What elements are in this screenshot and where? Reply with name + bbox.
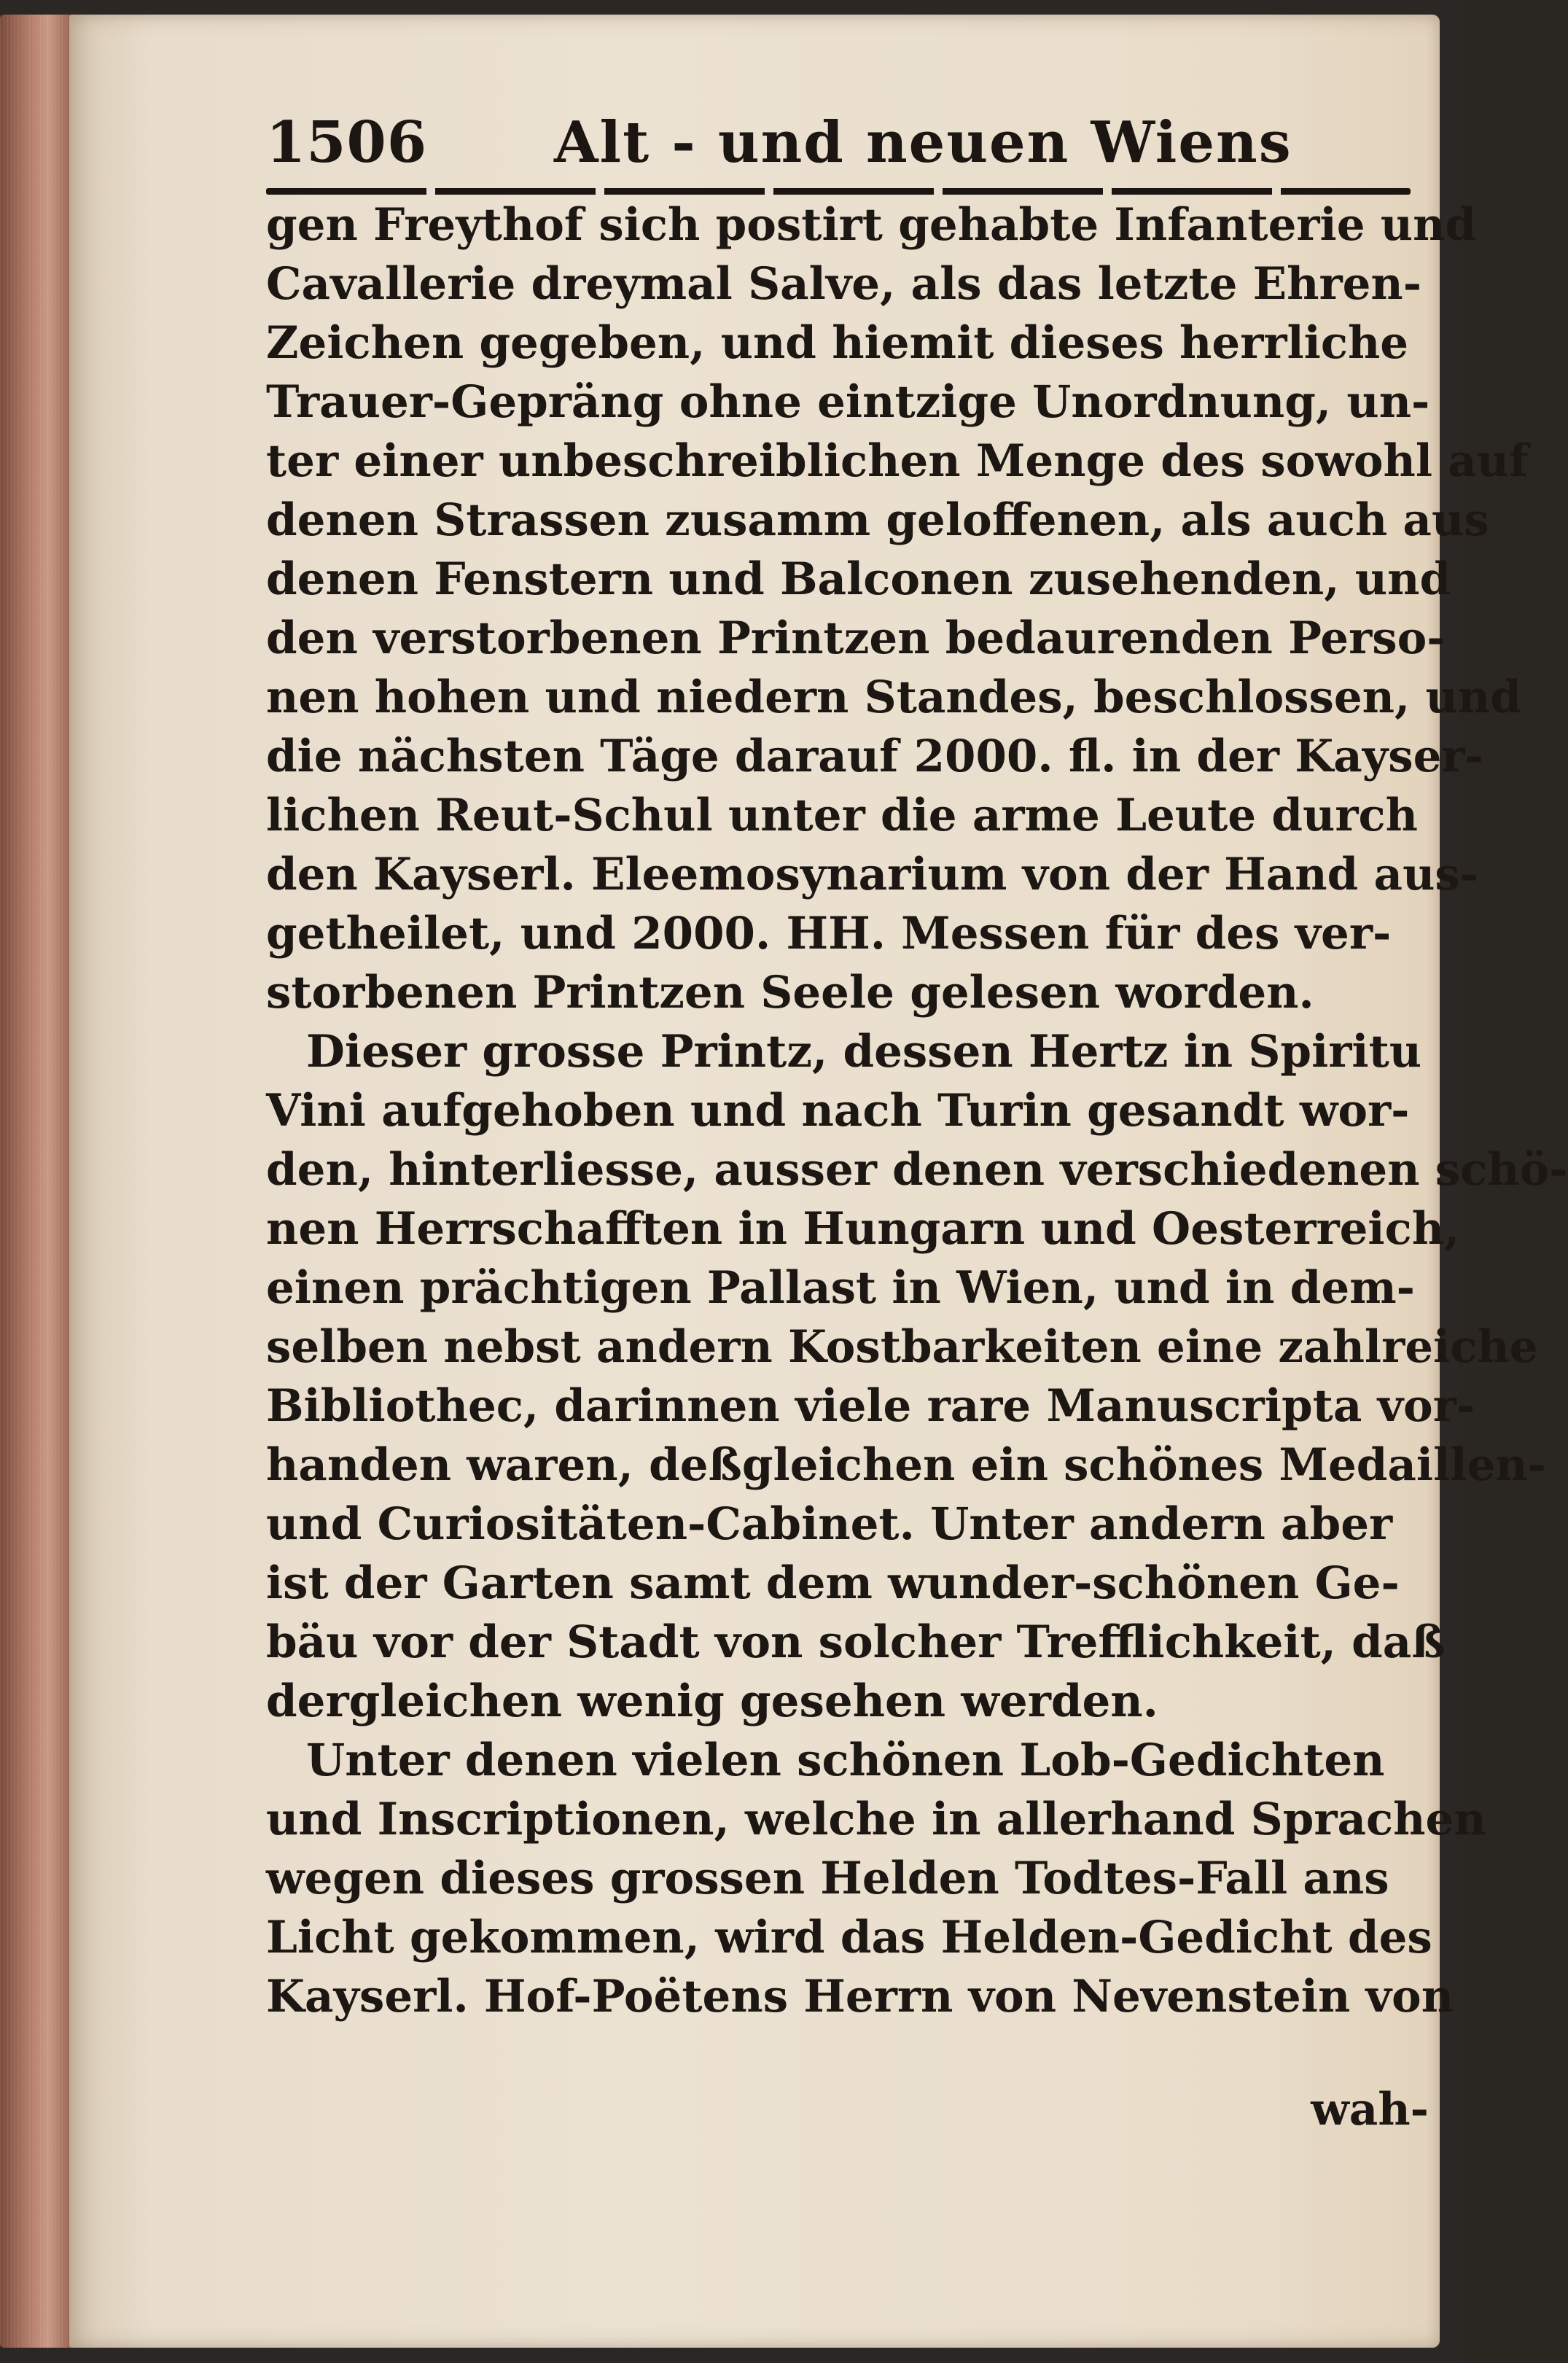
text-line: ist der Garten samt dem wunder-schönen Ge- bbox=[266, 1557, 1400, 1609]
paragraph-start-line: Dieser grosse Printz, dessen Hertz in Spiritu bbox=[306, 1026, 1422, 1078]
text-line: dergleichen wenig gesehen werden. bbox=[266, 1675, 1158, 1727]
body-text bbox=[266, 195, 1568, 2026]
text-line: den, hinterliesse, ausser denen verschiedenen schö- bbox=[266, 1144, 1568, 1196]
text-line: Trauer-Gepräng ohne eintzige Unordnung, un- bbox=[266, 376, 1430, 428]
text-line: ter einer unbeschreiblichen Menge des sowohl auf bbox=[266, 435, 1529, 487]
text-line: denen Strassen zusamm geloffenen, als auch aus bbox=[266, 494, 1489, 546]
page-number: 1506 bbox=[266, 109, 428, 176]
text-line: und Inscriptionen, welche in allerhand Sprachen bbox=[266, 1794, 1486, 1845]
text-line: wegen dieses grossen Helden Todtes-Fall ans bbox=[266, 1853, 1389, 1904]
text-line: den verstorbenen Printzen bedaurenden Perso- bbox=[266, 612, 1446, 664]
page-header bbox=[266, 109, 1411, 190]
text-line: storbenen Printzen Seele gelesen worden. bbox=[266, 967, 1314, 1019]
text-line: handen waren, deßgleichen ein schönes Medaillen- bbox=[266, 1439, 1546, 1491]
header-rule bbox=[266, 188, 1411, 195]
text-line: lichen Reut-Schul unter die arme Leute durch bbox=[266, 790, 1418, 841]
text-line: nen Herrschafften in Hungarn und Oesterreich, bbox=[266, 1203, 1460, 1255]
text-line: gen Freythof sich postirt gehabte Infanterie und bbox=[266, 199, 1477, 251]
text-line: einen prächtigen Pallast in Wien, und in dem- bbox=[266, 1262, 1415, 1314]
text-line: Kayserl. Hof-Poëtens Herrn von Nevenstein von bbox=[266, 1971, 1454, 2023]
text-line: die nächsten Täge darauf 2000. fl. in der Kayser- bbox=[266, 731, 1483, 782]
fore-edge-texture bbox=[0, 15, 80, 2348]
text-line: und Curiositäten-Cabinet. Unter andern aber bbox=[266, 1498, 1393, 1550]
text-line: den Kayserl. Eleemosynarium von der Hand aus- bbox=[266, 849, 1479, 900]
text-line: selben nebst andern Kostbarkeiten eine zahlreiche bbox=[266, 1321, 1538, 1373]
text-line: Zeichen gegeben, und hiemit dieses herrliche bbox=[266, 317, 1409, 369]
text-line: nen hohen und niedern Standes, beschlossen, und bbox=[266, 671, 1521, 723]
running-head: Alt - und neuen Wiens bbox=[554, 109, 1292, 176]
text-line: getheilet, und 2000. HH. Messen für des ver- bbox=[266, 908, 1392, 959]
text-line: Licht gekommen, wird das Helden-Gedicht des bbox=[266, 1912, 1432, 1963]
text-line: bäu vor der Stadt von solcher Trefflichkeit, daß bbox=[266, 1616, 1446, 1668]
text-line: Bibliothec, darinnen viele rare Manuscripta vor- bbox=[266, 1380, 1475, 1432]
text-line: Vini aufgehoben und nach Turin gesandt wor- bbox=[266, 1085, 1410, 1137]
text-line: denen Fenstern und Balconen zusehenden, und bbox=[266, 553, 1451, 605]
text-line: Cavallerie dreymal Salve, als das letzte Ehren- bbox=[266, 258, 1422, 310]
paragraph-start-line: Unter denen vielen schönen Lob-Gedichten bbox=[306, 1735, 1385, 1786]
catchword: wah- bbox=[1311, 2084, 1429, 2136]
